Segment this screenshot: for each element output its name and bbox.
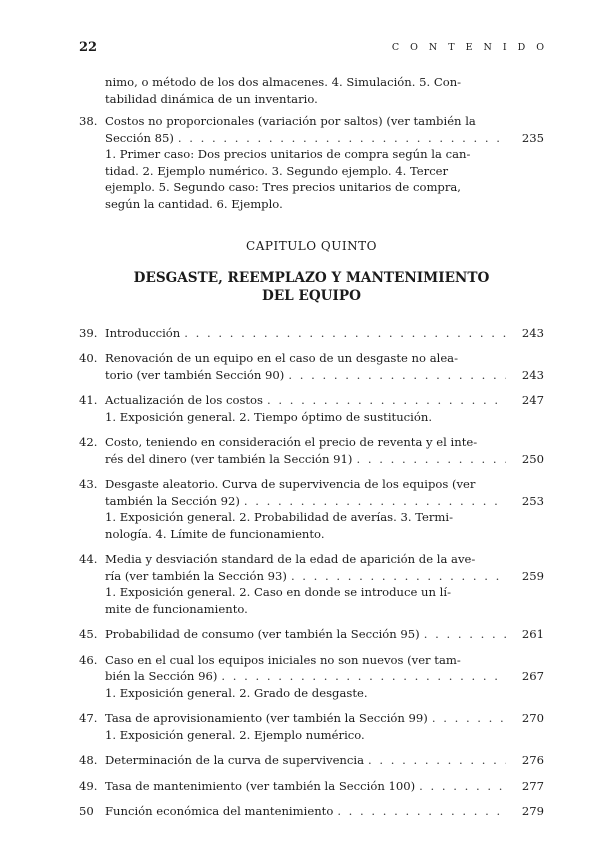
dot-leader (221, 668, 506, 685)
toc-entry[interactable] (79, 752, 544, 769)
entry-title: Caso en el cual los equipos iniciales no son nuevos (ver tam- (105, 652, 461, 667)
dot-leader (356, 451, 506, 468)
entry-page: 243 (521, 325, 544, 340)
entry-page: 270 (521, 711, 544, 725)
entry-title: Costo, teniendo en consideración el precio de reventa y el inte- (105, 435, 478, 449)
entry-number: 50 (79, 804, 94, 818)
page-number: 22 (79, 40, 98, 55)
entry-title-end: rés del dinero (ver también la Sección 91) (105, 451, 353, 466)
toc-entry[interactable] (79, 434, 544, 467)
entry-title-end: Probabilidad de consumo (ver también la Sección 95) (105, 627, 420, 641)
dot-leader (267, 392, 506, 409)
entry-title: Renovación de un equipo en el caso de un desgaste no alea- (105, 351, 459, 365)
entry-page: 277 (521, 778, 544, 793)
dot-leader (424, 626, 506, 643)
entry-subtopics: 1. Exposición general. 2. Tiempo óptimo de sustitución. (105, 409, 433, 424)
entry-title-end: Introducción (105, 325, 181, 340)
entry-page: 259 (521, 568, 544, 583)
entry-number: 41. (79, 393, 98, 407)
toc-entry[interactable] (79, 778, 544, 795)
toc-entries (79, 325, 544, 820)
table-of-contents (79, 74, 544, 829)
toc-entry[interactable] (79, 392, 544, 425)
entry-subtopics: 1. Exposición general. 2. Probabilidad de averías. 3. Termi- nología. 4. Límite de funcionamiento. (105, 510, 454, 541)
dot-leader (432, 710, 506, 727)
toc-entry-38[interactable] (79, 113, 544, 212)
toc-entry[interactable] (79, 325, 544, 342)
dot-leader (419, 778, 506, 795)
entry-title-end: ría (ver también la Sección 93) (105, 568, 287, 583)
running-title: CONTENIDO (391, 42, 555, 53)
toc-entry[interactable] (79, 551, 544, 617)
toc-entry[interactable] (79, 476, 544, 542)
entry-title-end: Actualización de los costos (105, 393, 263, 407)
entry-subtopics: 1. Exposición general. 2. Caso en donde se introduce un lí- mite de funcionamiento. (105, 585, 452, 616)
entry-page: 276 (521, 753, 544, 767)
entry-number: 40. (79, 351, 98, 365)
entry-page: 261 (521, 627, 544, 641)
entry-number: 47. (79, 711, 98, 725)
entry-number: 44. (79, 552, 98, 566)
toc-entry[interactable] (79, 652, 544, 702)
entry-page: 253 (521, 493, 544, 508)
entry-title-end: torio (ver también Sección 90) (105, 367, 285, 382)
entry-title-end: Tasa de aprovisionamiento (ver también la Sección 99) (105, 711, 428, 725)
entry-page: 243 (521, 367, 544, 382)
entry-title-end: Función económica del mantenimiento (105, 804, 334, 818)
entry-page: 279 (521, 804, 544, 818)
entry-number: 48. (79, 753, 98, 767)
entry-subtopics: 1. Primer caso: Dos precios unitarios de compra según la can- tidad. 2. Ejemplo numérico. 3. Segundo ejemplo. 4. Tercer ejemplo. 5. Segundo caso: Tres precios unitarios de compra, según la cantidad. 6. Ejemplo. (105, 147, 471, 211)
dot-leader (244, 493, 506, 510)
dot-leader (291, 568, 506, 585)
dot-leader (337, 803, 506, 820)
toc-entry[interactable] (79, 710, 544, 743)
entry-number: 49. (79, 778, 98, 793)
continued-entry-text: nimo, o método de los dos almacenes. 4. Simulación. 5. Con- tabilidad dinámica de un inventario. (105, 75, 462, 106)
chapter-label: CAPITULO QUINTO (246, 239, 377, 253)
entry-page: 247 (521, 393, 544, 407)
running-head (79, 40, 555, 60)
entry-title-end: también la Sección 92) (105, 493, 240, 508)
entry-title-end: bién la Sección 96) (105, 669, 218, 683)
toc-entry[interactable] (79, 626, 544, 643)
entry-number: 42. (79, 435, 98, 449)
entry-subtopics: 1. Exposición general. 2. Ejemplo numérico. (105, 727, 365, 742)
toc-entry[interactable] (79, 803, 544, 820)
entry-number: 39. (79, 325, 98, 340)
dot-leader (184, 325, 506, 342)
entry-page: 267 (521, 669, 544, 683)
entry-title-end: Determinación de la curva de supervivencia (105, 753, 365, 767)
entry-number: 38. (79, 114, 98, 128)
dot-leader (368, 752, 506, 769)
dot-leader (178, 130, 506, 147)
entry-title: Media y desviación standard de la edad de aparición de la ave- (105, 552, 476, 566)
entry-title: Desgaste aleatorio. Curva de supervivencia de los equipos (ver (105, 477, 476, 491)
entry-subtopics: 1. Exposición general. 2. Grado de desgaste. (105, 685, 368, 700)
entry-number: 45. (79, 627, 98, 641)
entry-page: 235 (521, 130, 544, 145)
entry-number: 43. (79, 477, 98, 491)
dot-leader (288, 367, 506, 384)
entry-page: 250 (521, 451, 544, 466)
entry-number: 46. (79, 652, 98, 667)
entry-title-end: Sección 85) (105, 130, 174, 145)
toc-entry[interactable] (79, 350, 544, 383)
entry-title-end: Tasa de mantenimiento (ver también la Sección 100) (105, 778, 416, 793)
chapter-title: DESGASTE, REEMPLAZO Y MANTENIMIENTO DEL EQUIPO (133, 269, 490, 304)
entry-title: Costos no proporcionales (variación por saltos) (ver también la (105, 114, 476, 128)
